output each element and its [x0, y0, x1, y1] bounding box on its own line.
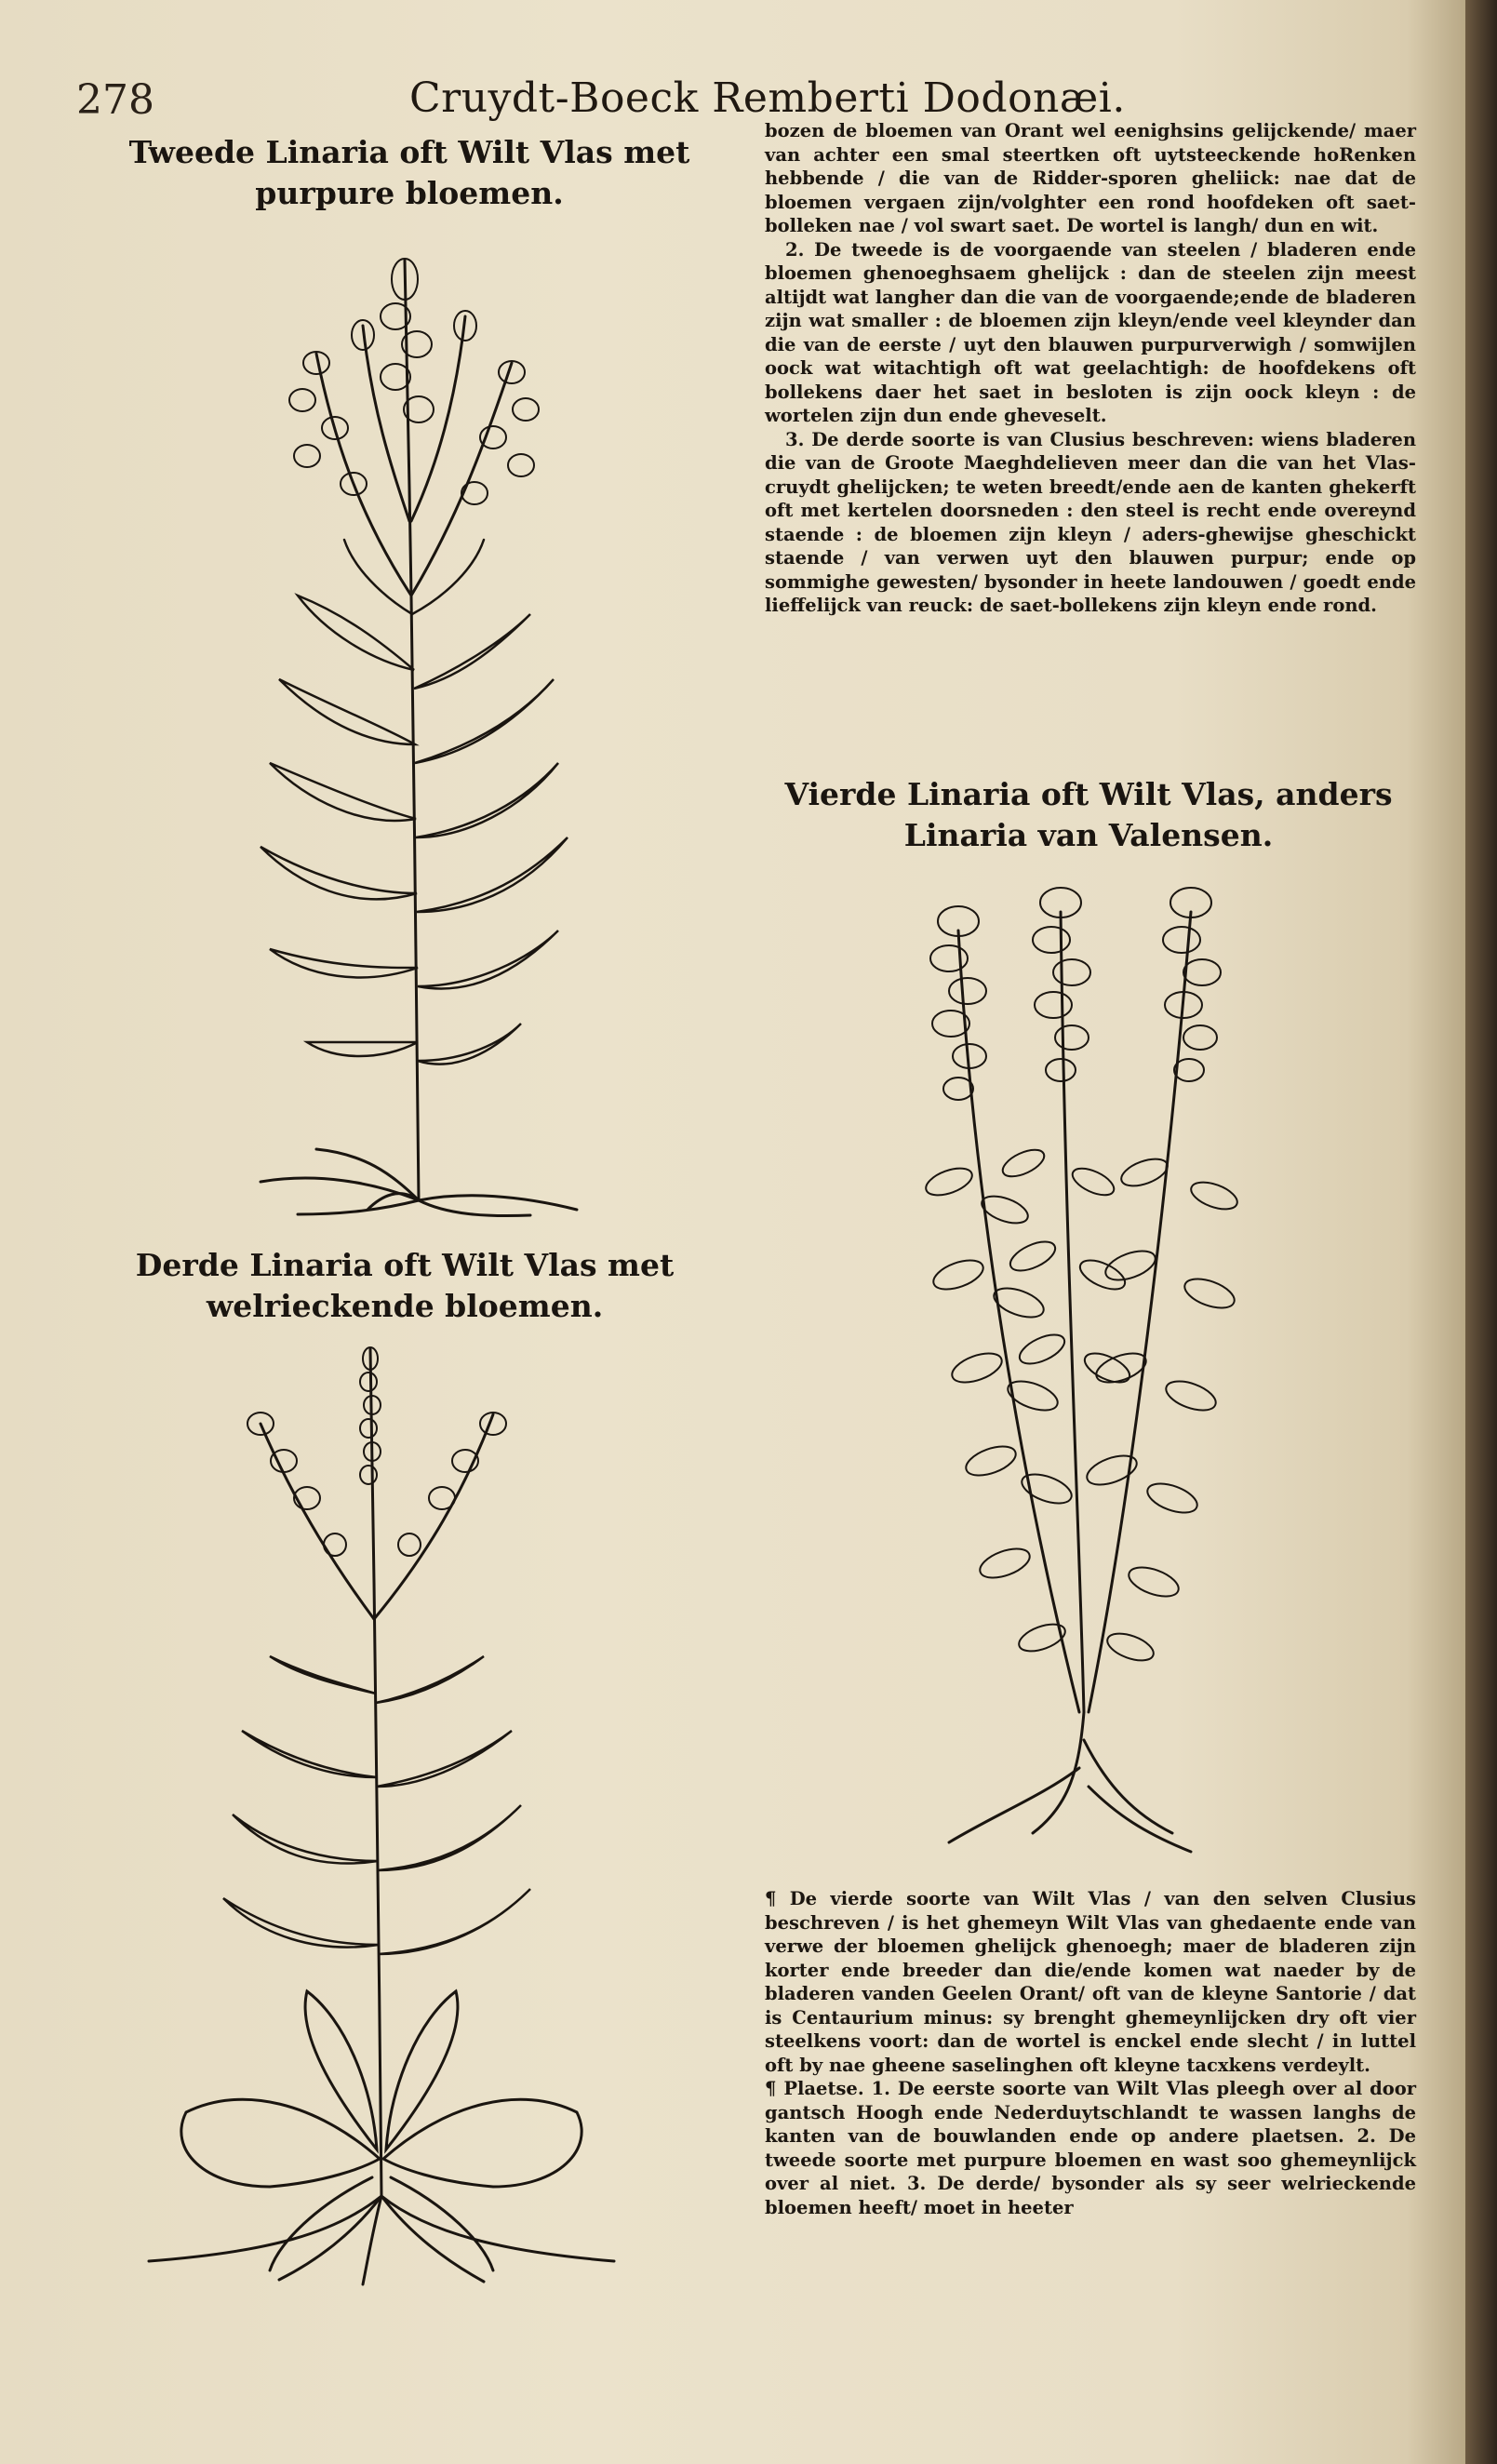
text-paragraph: ¶ Plaetse. 1. De eerste soorte van Wilt Vlas pleegh over al door gantsch Hoogh ende Nederduytschlandt te wassen langhs de kanten van de bouwlanden ende op andere plaetsen. 2. De tweede soorte met purpure bloemen en wast soo ghemeynlijck over al niet. 3. De derde/ bysonder als sy seer welrieckende bloemen heeft/ moet in heeter	[765, 2078, 1416, 2218]
caption-fourth-linaria: Vierde Linaria oft Wilt Vlas, anders Linaria van Valensen.	[784, 776, 1393, 853]
text-paragraph: ¶ De vierde soorte van Wilt Vlas / van den selven Clusius beschreven / is het ghemeyn Wilt Vlas van ghedaente ende van verwe der bloemen ghelijck ghenoegh; maer de bladeren zijn korter ende breeder dan die/ende komen wat naeder by de bladeren vanden Geelen Orant/ oft van de kleyne Santorie / dat is Centaurium minus: sy brenght ghemeynlijcken dry oft vier steelkens voort: dan de wortel is enckel ende slecht / in luttel oft by nae gheene saselinghen oft kleyne tacxkens verdeylt.	[765, 1888, 1416, 2076]
woodcut-linaria-purple-svg	[205, 242, 614, 1219]
woodcut-linaria-fragrant	[130, 1340, 623, 2289]
woodcut-linaria-valencia-svg	[893, 875, 1284, 1861]
text-paragraph: bozen de bloemen van Orant wel eenighsins gelijckende/ maer van achter een smal steertken oft uytsteeckende hoRenken hebbende / die van de Ridder-sporen gheliick: nae dat de bloemen vergaen zijn/volghter een rond hoofdeken oft saet-bolleken nae / vol swart saet. De wortel is langh/ dun en wit.	[765, 120, 1416, 236]
woodcut-linaria-purple	[205, 242, 614, 1219]
book-gutter	[1465, 0, 1497, 2464]
caption-third-linaria: Derde Linaria oft Wilt Vlas met welrieckende bloemen.	[135, 1247, 675, 1324]
woodcut-linaria-valencia	[893, 875, 1284, 1861]
woodcut-linaria-fragrant-svg	[130, 1340, 623, 2289]
text-paragraph: 3. De derde soorte is van Clusius beschreven: wiens bladeren die van de Groote Maeghdelieven meer dan die van het Vlas-cruydt ghelijcken; te weten breedt/ende aen de kanten ghekerft oft met kertelen doorsneden : den steel is recht ende overeynd staende : de bloemen zijn kleyn / aders-ghewijse gheschickt staende / van verwen uyt den blauwen purpur; ende op sommighe gewesten/ bysonder in heete landouwen / goedt ende lieffelijck van reuck: de saet-bollekens zijn kleyn ende rond.	[765, 428, 1416, 616]
text-column-top	[765, 119, 1416, 618]
text-column-bottom	[765, 1887, 1416, 2219]
text-paragraph: 2. De tweede is de voorgaende van steelen / bladeren ende bloemen ghenoeghsaem ghelijck : dan de steelen zijn meest altijdt wat langher dan die van de voorgaende;ende de bladeren zijn wat smaller : de bloemen zijn kleyn/ende veel kleynder dan die van de eerste / uyt den blauwen purpurverwigh / somwijlen oock wat witachtigh oft wat geelachtigh: de hoofdekens oft bollekens daer het saet in besloten is zijn oock kleyn : de wortelen zijn dun ende gheveselt.	[765, 238, 1416, 426]
running-head: Cruydt-Boeck Remberti Dodonæi.	[409, 74, 1126, 122]
page-number: 278	[76, 76, 154, 124]
caption-second-linaria: Tweede Linaria oft Wilt Vlas met purpure bloemen.	[128, 134, 690, 211]
